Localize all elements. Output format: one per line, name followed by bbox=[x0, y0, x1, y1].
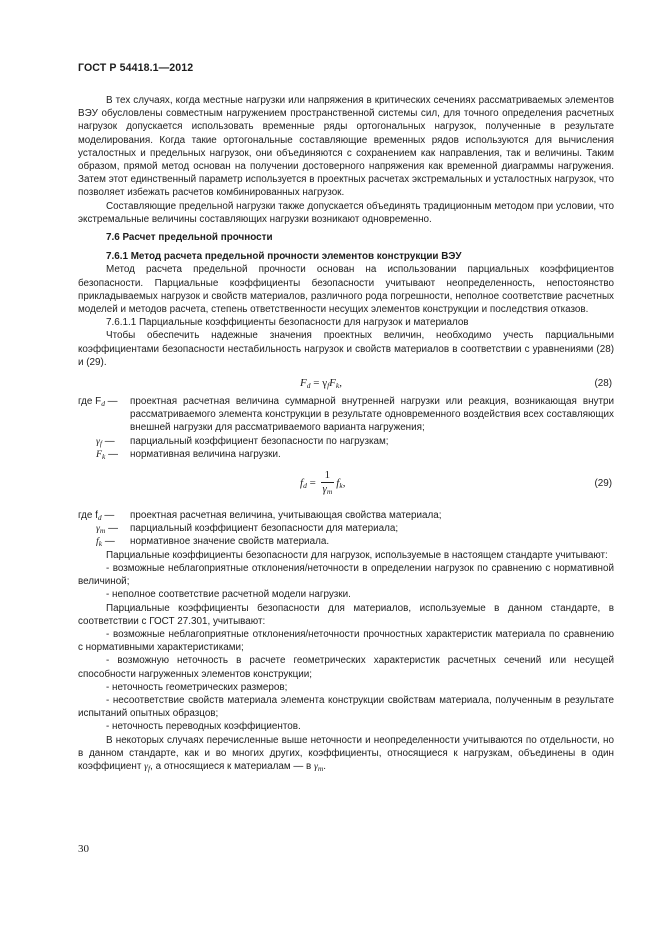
paragraph: В тех случаях, когда местные нагрузки или напряжения в критических сечениях рассматриваемых элементов ВЭУ обусловлены совместным нагружением пространственной системы сил, для точного определения расчетных нагрузок допускается использовать временные ряды ортогональных нагрузок, полученные в результате моделирования. Когда такие ортогональные составляющие временных рядов используются для вычисления усталостных и предельных нагрузок, они объединяются с сохранением как направления, так и величины. Таким образом, прямой метод основан на получении достоверного напряжения как временной диаграммы нагружения. Затем этот единственный параметр используется в проектных расчетах экстремальных и усталостных нагрузок, что позволяет избежать расчетов комбинированных нагрузок. bbox=[78, 95, 614, 199]
list-item: - несоответствие свойств материала элемента конструкции свойствам материала, полученным в результате испытаний опытных образцов; bbox=[78, 694, 614, 720]
list-item: - возможные неблагоприятные отклонения/неточности в определении нагрузок по сравнению с нормативной величиной; bbox=[78, 562, 614, 588]
paragraph: Составляющие предельной нагрузки также допускается объединять традиционным методом при условии, что экстремальные величины составляющих нагрузки возникают одновременно. bbox=[78, 200, 614, 225]
definition-item: где $F_d$ — проектная расчетная величина суммарной внутренней нагрузки или реакция, возникающая внутри рассматриваемого элемента конструкции в результате одновременного воздействия всех составляющих внешней нагрузки для рассматриваемого варианта нагружения; bbox=[78, 396, 614, 434]
definition-item: $\gamma_m$ — парциальный коэффициент безопасности для материала; bbox=[96, 523, 399, 536]
paragraph: Парциальные коэффициенты безопасности для нагрузок, используемые в настоящем стандарте учитывают: bbox=[106, 549, 608, 561]
paragraph: Парциальные коэффициенты безопасности для материалов, используемые в данном стандарте, в соответствии с ГОСТ 27.301, учитывают: bbox=[78, 602, 614, 627]
definition-text: парциальный коэффициент безопасности для материала; bbox=[130, 523, 399, 535]
equation-28 bbox=[78, 373, 614, 395]
subsection-heading-7-6-1-1: 7.6.1.1 Парциальные коэффициенты безопасности для нагрузок и материалов bbox=[106, 317, 469, 329]
list-item: - возможные неблагоприятные отклонения/неточности прочностных характеристик материала по сравнению с нормативными характеристиками; bbox=[78, 628, 614, 654]
paragraph: В некоторых случаях перечисленные выше неточности и неопределенности учитываются по отдельности, но в данном стандарте, как и во многих других, коэффициенты, относящиеся к нагрузкам, объединены в один коэффициент $\gamma_f$, а относящиеся к материалам — в $\gamma_m$. bbox=[78, 734, 614, 773]
document-body bbox=[78, 94, 614, 775]
section-heading-7-6: 7.6 Расчет предельной прочности bbox=[106, 232, 273, 244]
equation-28-number: (28) bbox=[594, 378, 612, 390]
list-item: - неточность переводных коэффициентов. bbox=[106, 721, 301, 733]
page-number: 30 bbox=[78, 843, 89, 855]
definition-text: проектная расчетная величина суммарной внутренней нагрузки или реакция, возникающая внутри рассматриваемого элемента конструкции в результате одновременного воздействия всех составляющих внешней нагрузки для рассматриваемого варианта нагружения; bbox=[130, 396, 614, 434]
definition-text: проектная расчетная величина, учитывающая свойства материала; bbox=[130, 510, 442, 522]
list-item: - возможную неточность в расчете геометрических характеристик расчетных сечений или несущей способности нагруженных элементов конструкции; bbox=[78, 655, 614, 680]
list-item: - неточность геометрических размеров; bbox=[106, 681, 288, 693]
equation-29-formula: $f_d$ = $\frac{1}{\gamma_m}$ $f_k$, bbox=[300, 469, 346, 497]
definition-text: нормативное значение свойств материала. bbox=[130, 536, 330, 548]
definition-item: $F_k$ — нормативная величина нагрузки. bbox=[96, 448, 281, 461]
definition-item: где $f_d$ — проектная расчетная величина, учитывающая свойства материала; bbox=[78, 510, 442, 523]
definition-text: парциальный коэффициент безопасности по нагрузкам; bbox=[130, 435, 389, 447]
definition-item: $f_k$ — нормативное значение свойств материала. bbox=[96, 536, 330, 549]
equation-29-number: (29) bbox=[594, 478, 612, 490]
paragraph: Чтобы обеспечить надежные значения проектных величин, необходимо учесть парциальными коэффициентами безопасности нестабильность нагрузок и свойств материалов в соответствии с уравнениями (28) и (29). bbox=[78, 330, 614, 368]
list-item: - неполное соответствие расчетной модели нагрузки. bbox=[106, 589, 351, 601]
equation-29 bbox=[78, 467, 614, 503]
document-header: ГОСТ Р 54418.1—2012 bbox=[78, 62, 194, 74]
definition-item: $\gamma_f$ — парциальный коэффициент безопасности по нагрузкам; bbox=[96, 435, 389, 448]
subsection-heading-7-6-1: 7.6.1 Метод расчета предельной прочности элементов конструкции ВЭУ bbox=[106, 251, 462, 263]
equation-28-formula: $F_d = \gamma_fF_k$, bbox=[300, 377, 342, 391]
paragraph: Метод расчета предельной прочности основан на использовании парциальных коэффициентов безопасности. Парциальные коэффициенты безопасности учитывают неопределенность, непостоянство прикладываемых нагрузок и свойств материалов, различного рода погрешности, неполное соответствие расчетных моделей и методов расчета, степень ответственности несущих элементов конструкции и последствия отказов. bbox=[78, 264, 614, 316]
definition-text: нормативная величина нагрузки. bbox=[130, 448, 281, 460]
